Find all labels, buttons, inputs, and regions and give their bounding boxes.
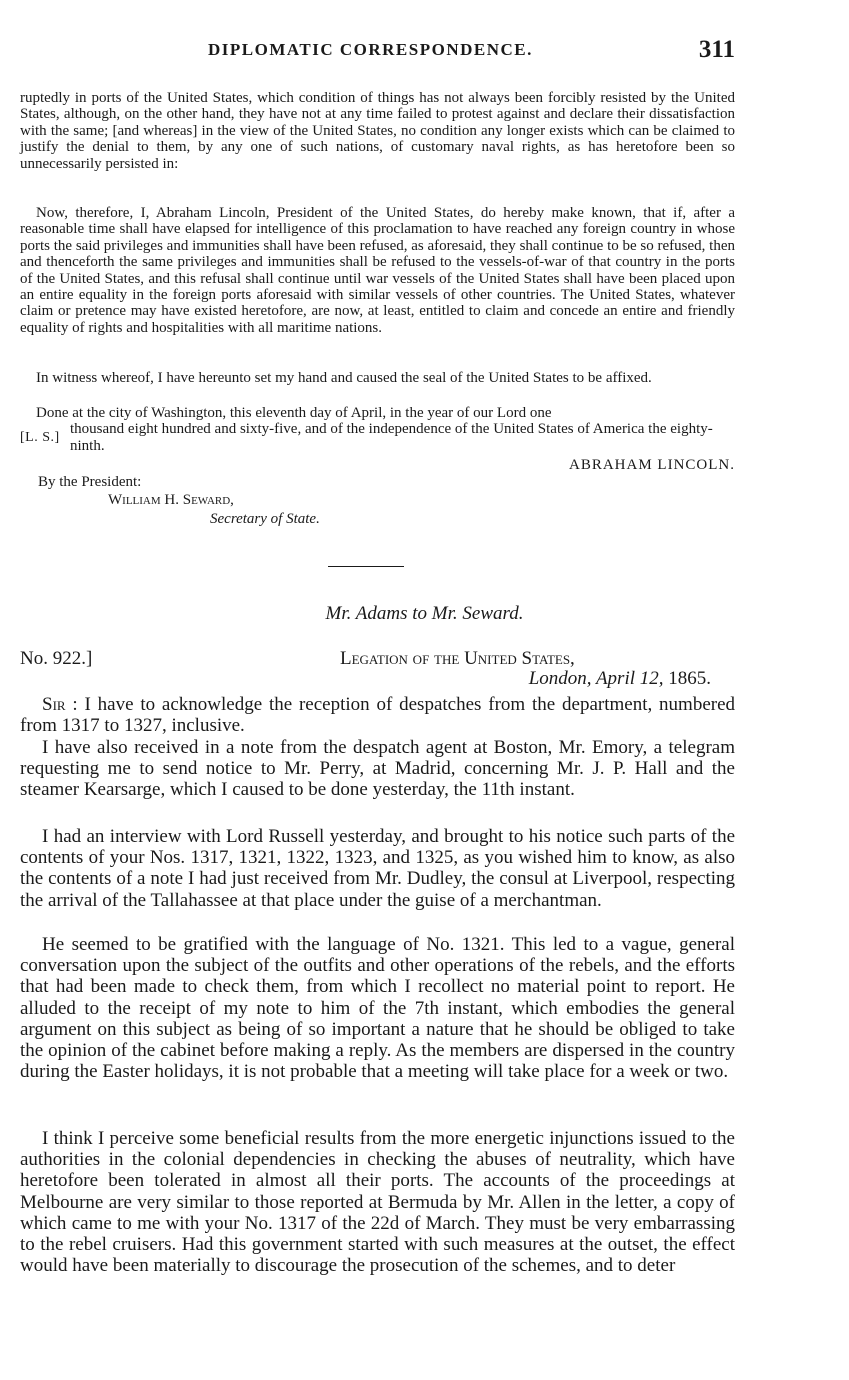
letter-paragraph-4	[20, 934, 735, 1082]
signature-lincoln: ABRAHAM LINCOLN.	[569, 457, 735, 473]
page-number: 311	[698, 36, 735, 63]
letter-paragraph-5	[20, 1128, 735, 1276]
letter-title: Mr. Adams to Mr. Seward.	[325, 603, 524, 624]
legation-heading: Legation of the United States,	[340, 648, 575, 669]
proclamation-dating	[20, 405, 735, 454]
seal-mark: [L. S.]	[20, 429, 60, 445]
running-head: DIPLOMATIC CORRESPONDENCE.	[208, 40, 533, 59]
done-line: Done at the city of Washington, this eleventh day of April, in the year of our Lord one	[36, 405, 552, 421]
letter-text: I think I perceive some beneficial results from the more energetic injunctions issued to the authorities in the colonial dependencies in checking the abuses of neutrality, which have heretofore been tolerated in almost all their ports. The accounts of the proceedings at Melbourne are very similar to those reported at Bermuda by Mr. Allen in the letter, a copy of which came to me with your No. 1317 of the 22d of March. They must be very embarrassing to the rebel cruisers. Had this government started with such measures at the outset, the effect would have been materially to discourage the prosecution of the schemes, and to deter	[20, 1128, 735, 1277]
proclamation-text: Now, therefore, I, Abraham Lincoln, President of the United States, do hereby make known, that if, after a reasonable time shall have elapsed for intelligence of this proclamation to have reached any foreign country in whose ports the said privileges and immunities shall have been refused, as aforesaid, they shall continue to be so refused, then and thenceforth the same privileges and immunities shall be refused to the vessels-of-war of that country in the ports of the United States, and this refusal shall continue until war vessels of the United States shall have been placed upon an entire equality in the foreign ports aforesaid with similar vessels of other countries. The United States, whatever claim or pretence may have existed heretofore, are now, at least, entitled to claim and concede an entire and friendly equality of rights and hospitalities with all maritime nations.	[20, 205, 735, 336]
letter-text	[20, 694, 735, 736]
dateline	[529, 668, 711, 690]
dispatch-number: No. 922.]	[20, 648, 93, 669]
signature-seward: William H. Seward,	[108, 492, 234, 508]
seward-title: Secretary of State.	[210, 511, 320, 527]
section-divider	[328, 566, 404, 567]
letter-paragraph-2	[20, 737, 735, 801]
salutation: Sir :	[42, 694, 78, 715]
letter-text: He seemed to be gratified with the language of No. 1321. This led to a vague, general conversation upon the subject of the outfits and other operations of the rebels, and the efforts that had been made to check them, from which I recollect no material point to report. He alluded to the receipt of my note to him of the 7th instant, which embodies the general argument on this subject as being of so important a nature that he should be obliged to take the opinion of the cabinet before making a reply. As the members are dispersed in the country during the Easter holidays, it is not probable that a meeting will take place for a week or two.	[20, 934, 735, 1083]
letter-paragraph-1	[20, 694, 735, 736]
letter-text: I have also received in a note from the despatch agent at Boston, Mr. Emory, a telegram requesting me to send notice to Mr. Perry, at Madrid, concerning Mr. J. P. Hall and the steamer Kearsarge, which I caused to be done yesterday, the 11th instant.	[20, 737, 735, 801]
year: 1865.	[668, 668, 711, 689]
place-date: London, April 12,	[528, 668, 664, 689]
seal-row	[20, 421, 735, 454]
proclamation-paragraph-3	[20, 370, 735, 386]
page-header	[20, 36, 735, 68]
proclamation-paragraph-2	[20, 205, 735, 336]
proclamation-paragraph-1	[20, 90, 735, 172]
letter-text: I had an interview with Lord Russell yesterday, and brought to his notice such parts of the contents of your Nos. 1317, 1321, 1322, 1323, and 1325, as you wished him to know, as also the contents of a note I had just received from Mr. Dudley, the consul at Liverpool, respecting the arrival of the Tallahassee at that place under the guise of a merchantman.	[20, 826, 735, 911]
proclamation-text: ruptedly in ports of the United States, which condition of things has not always been forcibly resisted by the United States, although, on the other hand, they have not at any time failed to protest against and declare their dissatisfaction with the same; [and whereas] in the view of the United States, no condition any longer exists which can be claimed to justify the denial to them, by any one of such nations, of customary naval rights, as has heretofore been so unnecessarily persisted in:	[20, 90, 735, 172]
proclamation-text: In witness whereof, I have hereunto set my hand and caused the seal of the United States to be affixed.	[36, 370, 652, 386]
by-the-president: By the President:	[38, 474, 142, 490]
letter-paragraph-3	[20, 826, 735, 911]
seal-row-text: thousand eight hundred and sixty-five, and of the independence of the United States of America the eighty-ninth.	[70, 421, 713, 454]
letter-text-body: I have to acknowledge the reception of despatches from the department, numbered from 1317 to 1327, inclusive.	[20, 694, 736, 737]
